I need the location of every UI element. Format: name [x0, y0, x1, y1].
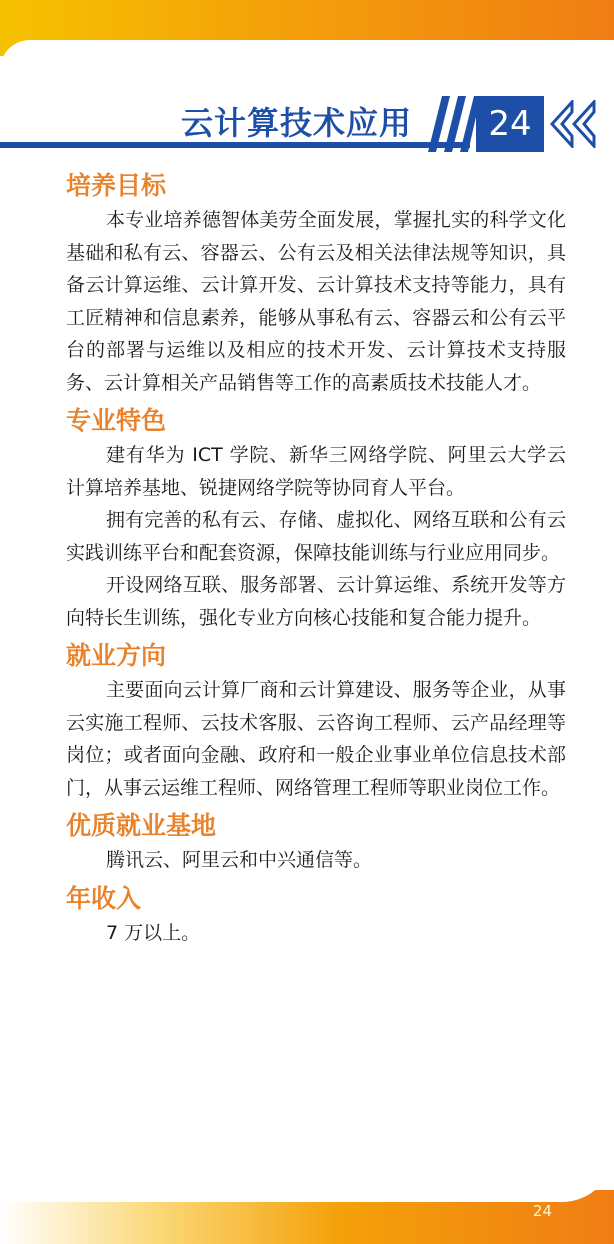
section-heading: 专业特色	[66, 406, 167, 435]
section-paragraph: 本专业培养德智体美劳全面发展，掌握扎实的科学文化基础和私有云、容器云、公有云及相关法律法规等知识，具备云计算运维、云计算开发、云计算技术支持等能力，具有工匠精神和信息素养，能够从事私有云、容器云和公有云平台的部署与运维以及相应的技术开发、云计算技术支持服务、云计算相关产品销售等工作的高素质技术技能人才。	[66, 209, 566, 394]
content-area	[66, 168, 566, 953]
section-employment-direction	[66, 638, 566, 804]
footer-page-number: 24	[532, 1202, 552, 1220]
section-paragraph: 拥有完善的私有云、存储、虚拟化、网络互联和公有云实践训练平台和配套资源，保障技能训练与行业应用同步。	[66, 509, 566, 564]
section-paragraph: 开设网络互联、服务部署、云计算运维、系统开发等方向特长生训练，强化专业方向核心技能和复合能力提升。	[66, 574, 566, 629]
section-paragraph: 7 万以上。	[106, 921, 201, 944]
top-band-curve	[0, 40, 614, 70]
section-heading: 就业方向	[66, 641, 167, 670]
bottom-band-curve	[0, 1150, 614, 1202]
section-paragraph: 腾讯云、阿里云和中兴通信等。	[106, 849, 373, 871]
section-paragraph: 主要面向云计算厂商和云计算建设、服务等企业，从事云实施工程师、云技术客服、云咨询工程师、云产品经理等岗位；或者面向金融、政府和一般企业事业单位信息技术部门，从事云运维工程师、网络管理工程师等职业岗位工作。	[66, 679, 566, 799]
section-paragraph: 建有华为 ICT 学院、新华三网络学院、阿里云大学云计算培养基地、锐捷网络学院等协同育人平台。	[66, 444, 566, 499]
section-training-goal	[66, 168, 566, 399]
page-title: 云计算技术应用	[180, 104, 412, 142]
section-heading: 培养目标	[66, 171, 167, 200]
page-number-badge	[476, 96, 544, 152]
badge-page-number: 24	[488, 104, 532, 144]
section-specialty-features	[66, 403, 566, 634]
title-underline	[0, 142, 470, 148]
section-heading: 优质就业基地	[66, 811, 217, 840]
section-annual-income	[66, 881, 566, 950]
section-employment-bases	[66, 808, 566, 877]
section-heading: 年收入	[66, 883, 142, 913]
double-chevron-left-icon	[550, 100, 610, 148]
